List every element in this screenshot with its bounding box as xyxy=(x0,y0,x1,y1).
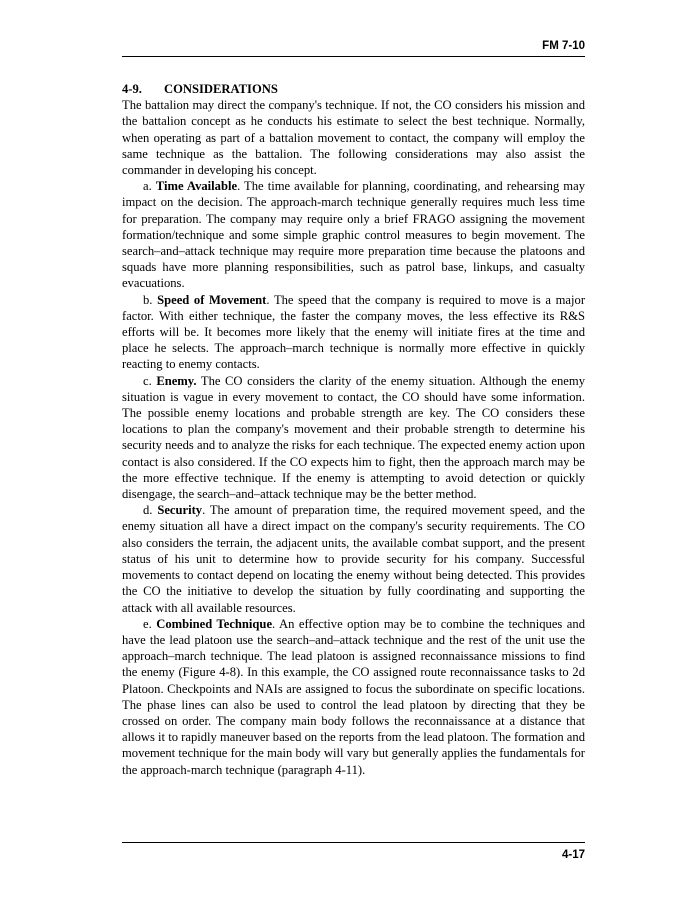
consideration-enemy xyxy=(122,373,585,503)
item-text: . The time available for planning, coordinating, and rehearsing may impact on the decision. The approach-march technique generally requires much less time for preparation. The company may require only a brief FRAGO assigning the movement formation/technique and some simple graphic control measures to begin movement. The search–and–attack technique may require more preparation time because the platoons and squads have more planning responsibilities, such as patrol base, linkups, and casualty evacuations. xyxy=(122,179,585,291)
item-letter: e. xyxy=(143,616,152,631)
item-letter: c. xyxy=(143,373,152,388)
item-letter: a. xyxy=(143,179,152,194)
manual-code: FM 7-10 xyxy=(542,40,585,52)
section-title: CONSIDERATIONS xyxy=(164,82,278,96)
item-term: Combined Technique xyxy=(156,616,273,631)
item-term: Security xyxy=(157,503,203,518)
section-number: 4-9. xyxy=(122,82,142,96)
page-body xyxy=(122,81,585,778)
consideration-time-available xyxy=(122,178,585,291)
item-term: Enemy. xyxy=(156,373,197,388)
item-letter: b. xyxy=(143,292,153,307)
consideration-combined-technique xyxy=(122,616,585,778)
page-number: 4-17 xyxy=(561,849,585,861)
item-text: . The speed that the company is required to move is a major factor. With either technique, the faster the company moves, the less effective its R&S efforts will be. It becomes more likely that the enemy will initiate fires at the time and place he selects. The approach–march technique is normally more effective in quickly reacting to enemy contacts. xyxy=(122,292,586,372)
consideration-security xyxy=(122,502,585,615)
item-text: . An effective option may be to combine the techniques and have the lead platoon use the search–and–attack technique and the rest of the unit use the approach–march technique. The lead platoon is assigned reconnaissance missions to find the enemy (Figure 4-8). In this example, the CO assigned route reconnaissance tasks to 2d Platoon. Checkpoints and NAIs are assigned to focus the subordinate on specific locations. The phase lines can also be used to control the lead platoon by directing that they be crossed on order. The company main body follows the reconnaissance at a distance that allows it to rapidly maneuver based on the reports from the lead platoon. The formation and movement technique for the main body will vary but generally applies the fundamentals for the approach-march technique (paragraph 4-11). xyxy=(122,616,585,777)
consideration-speed-of-movement xyxy=(122,292,585,373)
header-rule xyxy=(122,56,585,57)
section-heading xyxy=(122,81,585,97)
section-intro: The battalion may direct the company's technique. If not, the CO considers his mission and the battalion concept as he conducts his estimate to select the best technique. Normally, when operating as part of a battalion movement to contact, the company will employ the same technique as the battalion. The following considerations may also assist the commander in developing his concept. xyxy=(122,98,585,178)
item-term: Time Available xyxy=(155,179,238,194)
item-text: . The amount of preparation time, the required movement speed, and the enemy situation all have a direct impact on the company's security requirements. The CO also considers the terrain, the adjacent units, the available combat support, and the present status of his unit to determine how to provide security for his company. Successful movements to contact depend on locating the enemy without being detected. This provides the CO the initiative to develop the situation by fully coordinating and supporting the attack with all available resources. xyxy=(122,503,585,615)
item-text: The CO considers the clarity of the enemy situation. Although the enemy situation is vague in every movement to contact, the CO should have some information. The possible enemy locations and probable strength are key. The CO considers these locations to plan the company's movement and their probable strength to determine his security needs and to analyze the risks for each technique. The expected enemy action upon contact is also considered. If the CO expects him to fight, then the approach march may be the more effective technique. If the enemy is attempting to avoid detection or quickly disengage, the search–and–attack technique may be the better method. xyxy=(122,373,585,502)
footer-rule xyxy=(122,842,585,843)
item-term: Speed of Movement xyxy=(157,292,267,307)
item-letter: d. xyxy=(143,503,153,518)
